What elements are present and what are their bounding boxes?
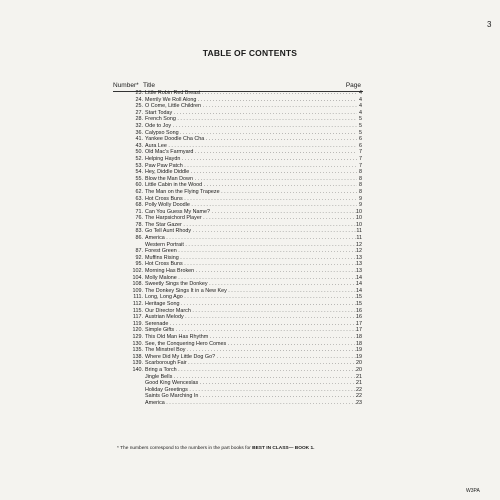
entry-page: 18 — [356, 340, 362, 347]
toc-row — [113, 255, 363, 262]
footnote-book: BEST IN CLASS— BOOK 1. — [252, 446, 315, 451]
entry-number: 129. — [132, 333, 143, 340]
toc-row — [113, 176, 363, 183]
toc-row — [113, 321, 363, 328]
toc-row — [113, 235, 363, 242]
entry-page: 7 — [359, 149, 362, 156]
toc-row — [113, 182, 363, 189]
entry-page: 13 — [356, 268, 362, 275]
entry-title: Hot Cross Buns . . . — [145, 261, 357, 268]
entry-page: 5 — [359, 122, 362, 129]
entry-title: Jingle Bells . . . — [145, 374, 357, 381]
entry-number: 71. — [135, 208, 143, 215]
entry-title: Morning Has Broken . . . — [145, 268, 357, 275]
entry-page: 4 — [359, 96, 362, 103]
entry-title: Heritage Song . . . — [145, 301, 357, 308]
entry-page: 7 — [359, 162, 362, 169]
toc-row — [113, 169, 363, 176]
entry-page: 15 — [356, 294, 362, 301]
entry-title: Calypso Song . . . — [145, 130, 357, 137]
toc-row — [113, 387, 363, 394]
entry-page: 9 — [359, 195, 362, 202]
publisher-code: W3PA — [466, 488, 480, 494]
page-title: TABLE OF CONTENTS — [202, 48, 298, 58]
toc-row — [113, 347, 363, 354]
entry-title: Simple Gifts . . . — [145, 327, 357, 334]
entry-title: Austrian Melody . . . — [145, 314, 357, 321]
entry-page: 5 — [359, 129, 362, 136]
toc-row — [113, 209, 363, 216]
toc-row — [113, 202, 363, 209]
entry-title: Holiday Greetings . . . — [145, 387, 357, 394]
entry-number: 78. — [135, 221, 143, 228]
entry-number: 86. — [135, 235, 143, 242]
toc-row — [113, 374, 363, 381]
toc-row — [113, 228, 363, 235]
entry-page: 21 — [356, 380, 362, 387]
entry-page: 23 — [356, 399, 362, 406]
entry-page: 9 — [359, 202, 362, 209]
entry-title: Good King Wenceslas . . . — [145, 380, 357, 387]
entry-number: 60. — [135, 182, 143, 189]
entry-number: 53. — [135, 162, 143, 169]
entry-title: Little Cabin in the Wood . . . — [145, 182, 357, 189]
entry-page: 19 — [356, 347, 362, 354]
entry-number: 140. — [132, 366, 143, 373]
entry-number: 28. — [135, 116, 143, 123]
entry-title: Muffins Rising . . . — [145, 255, 357, 262]
entry-title: Serenade . . . — [145, 321, 357, 328]
entry-page: 17 — [356, 320, 362, 327]
entry-number: 24. — [135, 96, 143, 103]
entry-number: 55. — [135, 175, 143, 182]
entry-page: 14 — [356, 281, 362, 288]
entry-number: 50. — [135, 149, 143, 156]
toc-row — [113, 275, 363, 282]
entry-title: Saints Go Marching In . . . — [145, 393, 357, 400]
entry-title: Blow the Man Down . . . — [145, 176, 357, 183]
entry-page: 16 — [356, 314, 362, 321]
entry-title: Western Portrait . . . — [145, 242, 357, 249]
footnote-text: * The numbers correspond to the numbers in the part books for — [117, 446, 253, 451]
entry-page: 14 — [356, 274, 362, 281]
entry-number: 92. — [135, 254, 143, 261]
entry-number: 135. — [132, 347, 143, 354]
entry-title: Hot Cross Buns . . . — [145, 196, 357, 203]
entry-number: 104. — [132, 274, 143, 281]
toc-row — [113, 308, 363, 315]
header-title: Title — [143, 82, 156, 89]
header-number: Number* — [113, 82, 139, 89]
toc-row — [113, 354, 363, 361]
toc-row — [113, 367, 363, 374]
toc-row — [113, 136, 363, 143]
toc-row — [113, 268, 363, 275]
toc-row — [113, 90, 363, 97]
entry-number: 32. — [135, 122, 143, 129]
toc-row — [113, 110, 363, 117]
entry-page: 5 — [359, 116, 362, 123]
entry-number: 87. — [135, 248, 143, 255]
entry-number: 25. — [135, 103, 143, 110]
entry-page: 13 — [356, 261, 362, 268]
toc-row — [113, 143, 363, 150]
entry-page: 4 — [359, 109, 362, 116]
entry-title: Where Did My Little Dog Go? . . . — [145, 354, 357, 361]
entry-number: 83. — [135, 228, 143, 235]
entry-title: Polly Wolly Doodle . . . — [145, 202, 357, 209]
entry-title: Can You Guess My Name? . . . — [145, 209, 357, 216]
entry-number: 43. — [135, 142, 143, 149]
toc-row — [113, 123, 363, 130]
entry-title: The Minstrel Boy . . . — [145, 347, 357, 354]
entry-number: 130. — [132, 340, 143, 347]
entry-title: Sweetly Sings the Donkey . . . — [145, 281, 357, 288]
entry-page: 11 — [356, 228, 362, 235]
entry-title: Scarborough Fair . . . — [145, 360, 357, 367]
toc-row — [113, 248, 363, 255]
table-of-contents — [113, 90, 363, 407]
entry-title: Long, Long Ago . . . — [145, 294, 357, 301]
entry-page: 13 — [356, 254, 362, 261]
toc-row — [113, 301, 363, 308]
entry-number: 36. — [135, 129, 143, 136]
entry-number: 139. — [132, 360, 143, 367]
toc-row — [113, 314, 363, 321]
toc-row — [113, 103, 363, 110]
entry-title: Yankee Doodle Cha Cha . . . — [145, 136, 357, 143]
entry-title: The Man on the Flying Trapeze . . . — [145, 189, 357, 196]
entry-number: 102. — [132, 268, 143, 275]
entry-title: Go Tell Aunt Rhody . . . — [145, 228, 357, 235]
footnote — [117, 446, 314, 451]
entry-title: Bring a Torch . . . — [145, 367, 357, 374]
toc-row — [113, 130, 363, 137]
entry-title: This Old Man Has Rhythm . . . — [145, 334, 357, 341]
entry-page: 20 — [356, 366, 362, 373]
toc-row — [113, 97, 363, 104]
toc-row — [113, 334, 363, 341]
toc-row — [113, 149, 363, 156]
entry-page: 4 — [359, 90, 362, 96]
toc-row — [113, 163, 363, 170]
entry-number: 95. — [135, 261, 143, 268]
entry-number: 138. — [132, 353, 143, 360]
entry-page: 11 — [356, 235, 362, 242]
entry-page: 12 — [356, 248, 362, 255]
entry-page: 4 — [359, 103, 362, 110]
toc-row — [113, 393, 363, 400]
entry-page: 19 — [356, 353, 362, 360]
entry-number: 115. — [132, 307, 143, 314]
toc-row — [113, 156, 363, 163]
page-number: 3 — [487, 20, 492, 29]
entry-page: 16 — [356, 307, 362, 314]
entry-page: 8 — [359, 169, 362, 176]
toc-row — [113, 294, 363, 301]
entry-page: 6 — [359, 136, 362, 143]
entry-page: 22 — [356, 393, 362, 400]
entry-title: America . . . — [145, 235, 357, 242]
entry-page: 17 — [356, 327, 362, 334]
entry-page: 10 — [356, 208, 362, 215]
entry-number: 112. — [132, 301, 143, 307]
entry-title: Old Mac's Farmyard . . . — [145, 149, 357, 156]
toc-row — [113, 189, 363, 196]
entry-number: 52. — [135, 155, 143, 162]
entry-page: 8 — [359, 188, 362, 195]
header-page: Page — [345, 82, 361, 89]
entry-page: 8 — [359, 182, 362, 189]
entry-number: 108. — [132, 281, 143, 288]
entry-page: 10 — [356, 221, 362, 228]
entry-page: 22 — [356, 386, 362, 393]
toc-row — [113, 222, 363, 229]
entry-title: Paw Paw Patch . . . — [145, 163, 357, 170]
entry-number: 76. — [135, 215, 143, 222]
entry-title: Molly Malone . . . — [145, 275, 357, 282]
entry-title: Ode to Joy . . . — [145, 123, 357, 130]
toc-row — [113, 281, 363, 288]
entry-page: 6 — [359, 142, 362, 149]
toc-row — [113, 380, 363, 387]
entry-page: 15 — [356, 301, 362, 307]
entry-page: 8 — [359, 175, 362, 182]
entry-title: Start Today . . . — [145, 110, 357, 117]
entry-number: 54. — [135, 169, 143, 176]
entry-title: Helping Haydn . . . — [145, 156, 357, 163]
entry-title: Hey, Diddle Diddle . . . — [145, 169, 357, 176]
entry-number: 63. — [135, 195, 143, 202]
entry-number: 62. — [135, 188, 143, 195]
entry-page: 14 — [356, 287, 362, 294]
entry-title: America . . . — [145, 400, 357, 407]
entry-title: The Star Gazer . . . — [145, 222, 357, 229]
toc-row — [113, 242, 363, 249]
toc-row — [113, 288, 363, 295]
toc-row — [113, 360, 363, 367]
entry-title: French Song . . . — [145, 116, 357, 123]
toc-row — [113, 215, 363, 222]
toc-row — [113, 327, 363, 334]
entry-title: Little Robin Red Breast . . . — [145, 90, 357, 97]
entry-number: 117. — [132, 314, 143, 321]
entry-number: 120. — [132, 327, 143, 334]
entry-title: The Harpsichord Player . . . — [145, 215, 357, 222]
toc-row — [113, 116, 363, 123]
entry-title: See, the Conquering Hero Comes . . . — [145, 341, 357, 348]
entry-title: The Donkey Sings It in a New Key . . . — [145, 288, 357, 295]
entry-title: Aura Lee . . . — [145, 143, 357, 150]
entry-page: 7 — [359, 155, 362, 162]
entry-number: 41. — [135, 136, 143, 143]
entry-page: 21 — [356, 373, 362, 380]
entry-number: 23. — [135, 90, 143, 96]
toc-row — [113, 261, 363, 268]
toc-row — [113, 400, 363, 407]
entry-page: 10 — [356, 215, 362, 222]
toc-row — [113, 341, 363, 348]
entry-number: 68. — [135, 202, 143, 209]
entry-title: O Come, Little Children . . . — [145, 103, 357, 110]
toc-row — [113, 196, 363, 203]
entry-number: 111. — [133, 294, 143, 301]
entry-number: 119. — [132, 320, 143, 327]
entry-page: 18 — [356, 333, 362, 340]
entry-page: 20 — [356, 360, 362, 367]
entry-title: Merrily We Roll Along . . . — [145, 97, 357, 104]
entry-page: 12 — [356, 241, 362, 248]
entry-title: Our Director March . . . — [145, 308, 357, 315]
entry-number: 109. — [132, 287, 143, 294]
entry-title: Forest Green . . . — [145, 248, 357, 255]
entry-number: 27. — [135, 109, 143, 116]
